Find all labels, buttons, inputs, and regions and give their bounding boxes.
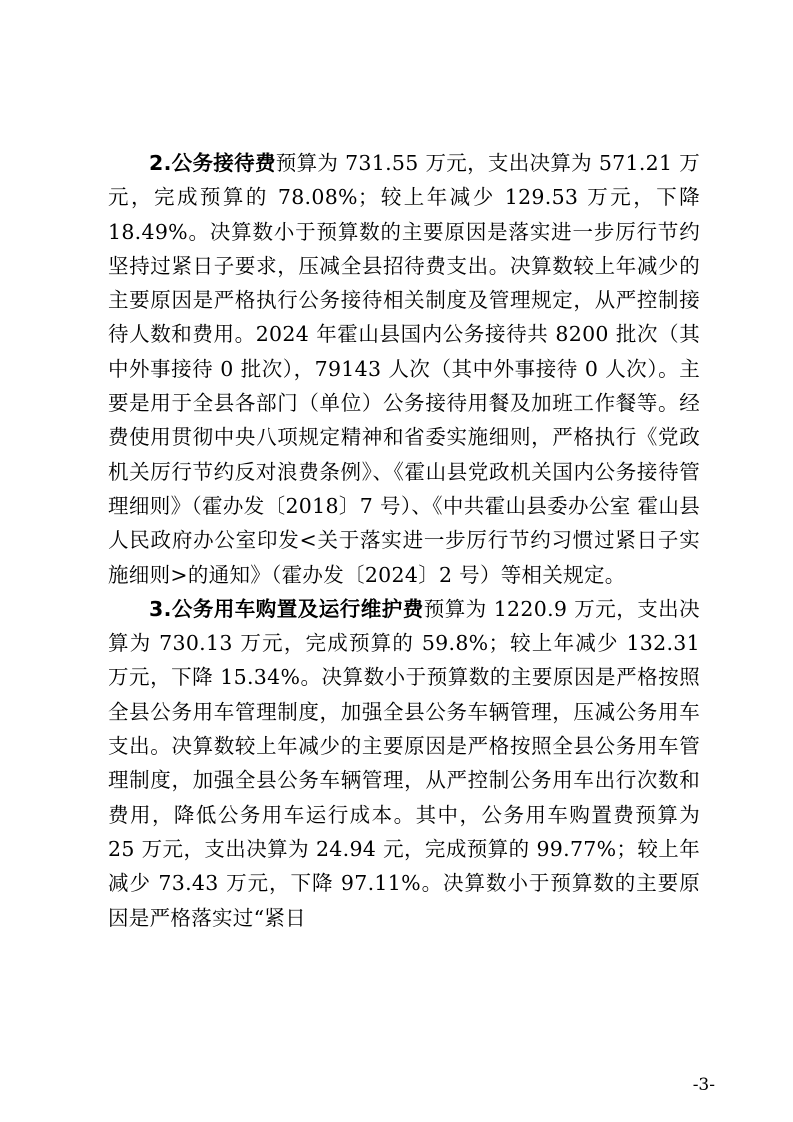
section-heading: 2.公务接待费	[149, 151, 276, 175]
section-heading: 3.公务用车购置及运行维护费	[149, 596, 424, 621]
section-public-reception	[108, 146, 700, 592]
document-body	[108, 146, 700, 935]
page-number: -3-	[692, 1075, 715, 1095]
section-official-vehicles	[108, 592, 700, 935]
section-text: 预算为 731.55 万元，支出决算为 571.21 万元，完成预算的 78.08%；较上年减少 129.53 万元，下降 18.49%。决算数小于预算数的主要原因是落实进一步厉行节约坚持过紧日子要求，压减全县招待费支出。决算数较上年减少的主要原因是严格执行公务接待相关制度及管理规定，从严控制接待人数和费用。2024 年霍山县国内公务接待共 8200 批次（其中外事接待 0 批次），79143 人次（其中外事接待 0 人次）。主要是用于全县各部门（单位）公务接待用餐及加班工作餐等。经费使用贯彻中央八项规定精神和省委实施细则，严格执行《党政机关厉行节约反对浪费条例》、《霍山县党政机关国内公务接待管理细则》（霍办发〔2018〕7 号）、《中共霍山县委办公室 霍山县人民政府办公室印发<关于落实进一步厉行节约习惯过紧日子实施细则>的通知》（霍办发〔2024〕2 号）等相关规定。	[108, 151, 700, 587]
section-text: 预算为 1220.9 万元，支出决算为 730.13 万元，完成预算的 59.8%；较上年减少 132.31 万元，下降 15.34%。决算数小于预算数的主要原因是严格按照全县公务用车管理制度，加强全县公务车辆管理，压减公务用车支出。决算数较上年减少的主要原因是严格按照全县公务用车管理制度，加强全县公务车辆管理，从严控制公务用车出行次数和费用，降低公务用车运行成本。其中，公务用车购置费预算为 25 万元，支出决算为 24.94 元，完成预算的 99.77%；较上年减少 73.43 万元，下降 97.11%。决算数小于预算数的主要原因是严格落实过“紧日	[108, 596, 700, 930]
